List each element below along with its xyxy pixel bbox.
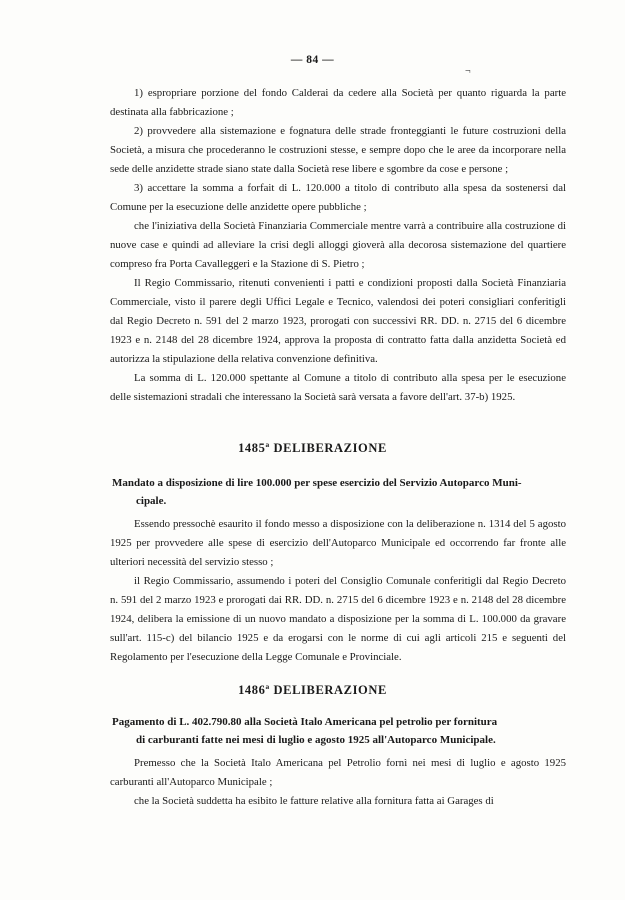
page-number: — 84 — — [290, 54, 335, 66]
paragraph: Premesso che la Società Italo Americana pel Petrolio fornì nei mesi di luglio e agosto 1925 carburanti all'Autoparco Municipale ; — [110, 757, 566, 788]
deliberation-1486-heading: 1486ª DELIBERAZIONE — [238, 683, 387, 697]
section1-body — [110, 84, 566, 407]
ink-spot: ¬ — [465, 66, 471, 77]
paragraph: La somma di L. 120.000 spettante al Comune a titolo di contributo alla spesa per le esecuzione delle sistemazioni stradali che interessano la Società sarà versata a favore dell'art. 37-b) 1925. — [110, 372, 566, 403]
paragraph: che la Società suddetta ha esibito le fatture relative alla fornitura fatta ai Garages di — [134, 795, 494, 807]
paragraph: che l'iniziativa della Società Finanziaria Commerciale mentre varrà a contribuire alla costruzione di nuove case e quindi ad alleviare la crisi degli alloggi gioverà alla decorosa sistemazione del quartiere compreso fra Porta Cavalleggeri e la Stazione di S. Pietro ; — [110, 220, 566, 270]
title-line: Mandato a disposizione di lire 100.000 per spese esercizio del Servizio Autoparco Muni- — [112, 477, 522, 489]
paragraph: 2) provvedere alla sistemazione e fognatura delle strade fronteggianti le future costruzioni della Società, a misura che procederanno le costruzioni stesse, e sempre dopo che le aree da incorporare nella sede delle anzidette strade siano state dalla Società rese libere e sgombre da cose e persone ; — [110, 125, 566, 175]
deliberation-1485-heading: 1485ª DELIBERAZIONE — [238, 441, 387, 455]
deliberation-1485-body — [110, 515, 566, 667]
title-line: Pagamento di L. 402.790.80 alla Società Italo Americana pel petrolio per fornitura — [112, 716, 498, 728]
paragraph: 3) accettare la somma a forfait di L. 120.000 a titolo di contributo alla spesa da sostenersi dal Comune per la esecuzione delle anzidette opere pubbliche ; — [110, 182, 566, 213]
deliberation-1486-title — [112, 713, 566, 749]
paragraph: 1) espropriare porzione del fondo Calderai da cedere alla Società per quanto riguarda la parte destinata alla fabbricazione ; — [110, 87, 566, 118]
title-line: di carburanti fatte nei mesi di luglio e agosto 1925 all'Autoparco Municipale. — [136, 734, 496, 746]
paragraph: il Regio Commissario, assumendo i poteri del Consiglio Comunale conferitigli dal Regio Decreto n. 591 del 2 marzo 1923 e prorogati dai RR. DD. n. 2715 del 6 dicembre 1923 e n. 2148 del 28 dicembre 1924, delibera la emissione di un nuovo mandato a disposizione per la somma di L. 100.000 da gravare sull'art. 115-c) del bilancio 1925 e da erogarsi con le norme di cui agli articoli 215 e seguenti del Regolamento per l'esecuzione della Legge Comunale e Provinciale. — [110, 575, 566, 663]
deliberation-1485-title — [112, 474, 566, 510]
deliberation-1486-body — [110, 754, 566, 811]
paragraph: Il Regio Commissario, ritenuti convenienti i patti e condizioni proposti dalla Società Finanziaria Commerciale, visto il parere degli Uffici Legale e Tecnico, valendosi dei poteri consigliari conferitigli dal Regio Decreto n. 591 del 2 marzo 1923, prorogati con successivi RR. DD. n. 2715 del 6 dicembre 1923 e n. 2148 del 28 dicembre 1924, approva la proposta di contratto fatta dalla anzidetta Società ed autorizza la stipulazione della relativa convenzione definitiva. — [110, 277, 566, 365]
title-line: cipale. — [136, 495, 167, 507]
paragraph: Essendo pressochè esaurito il fondo messo a disposizione con la deliberazione n. 1314 del 5 agosto 1925 per provvedere alle spese di esercizio dell'Autoparco Municipale ed occorrendo far fronte alle ulteriori necessità del servizio stesso ; — [110, 518, 566, 568]
